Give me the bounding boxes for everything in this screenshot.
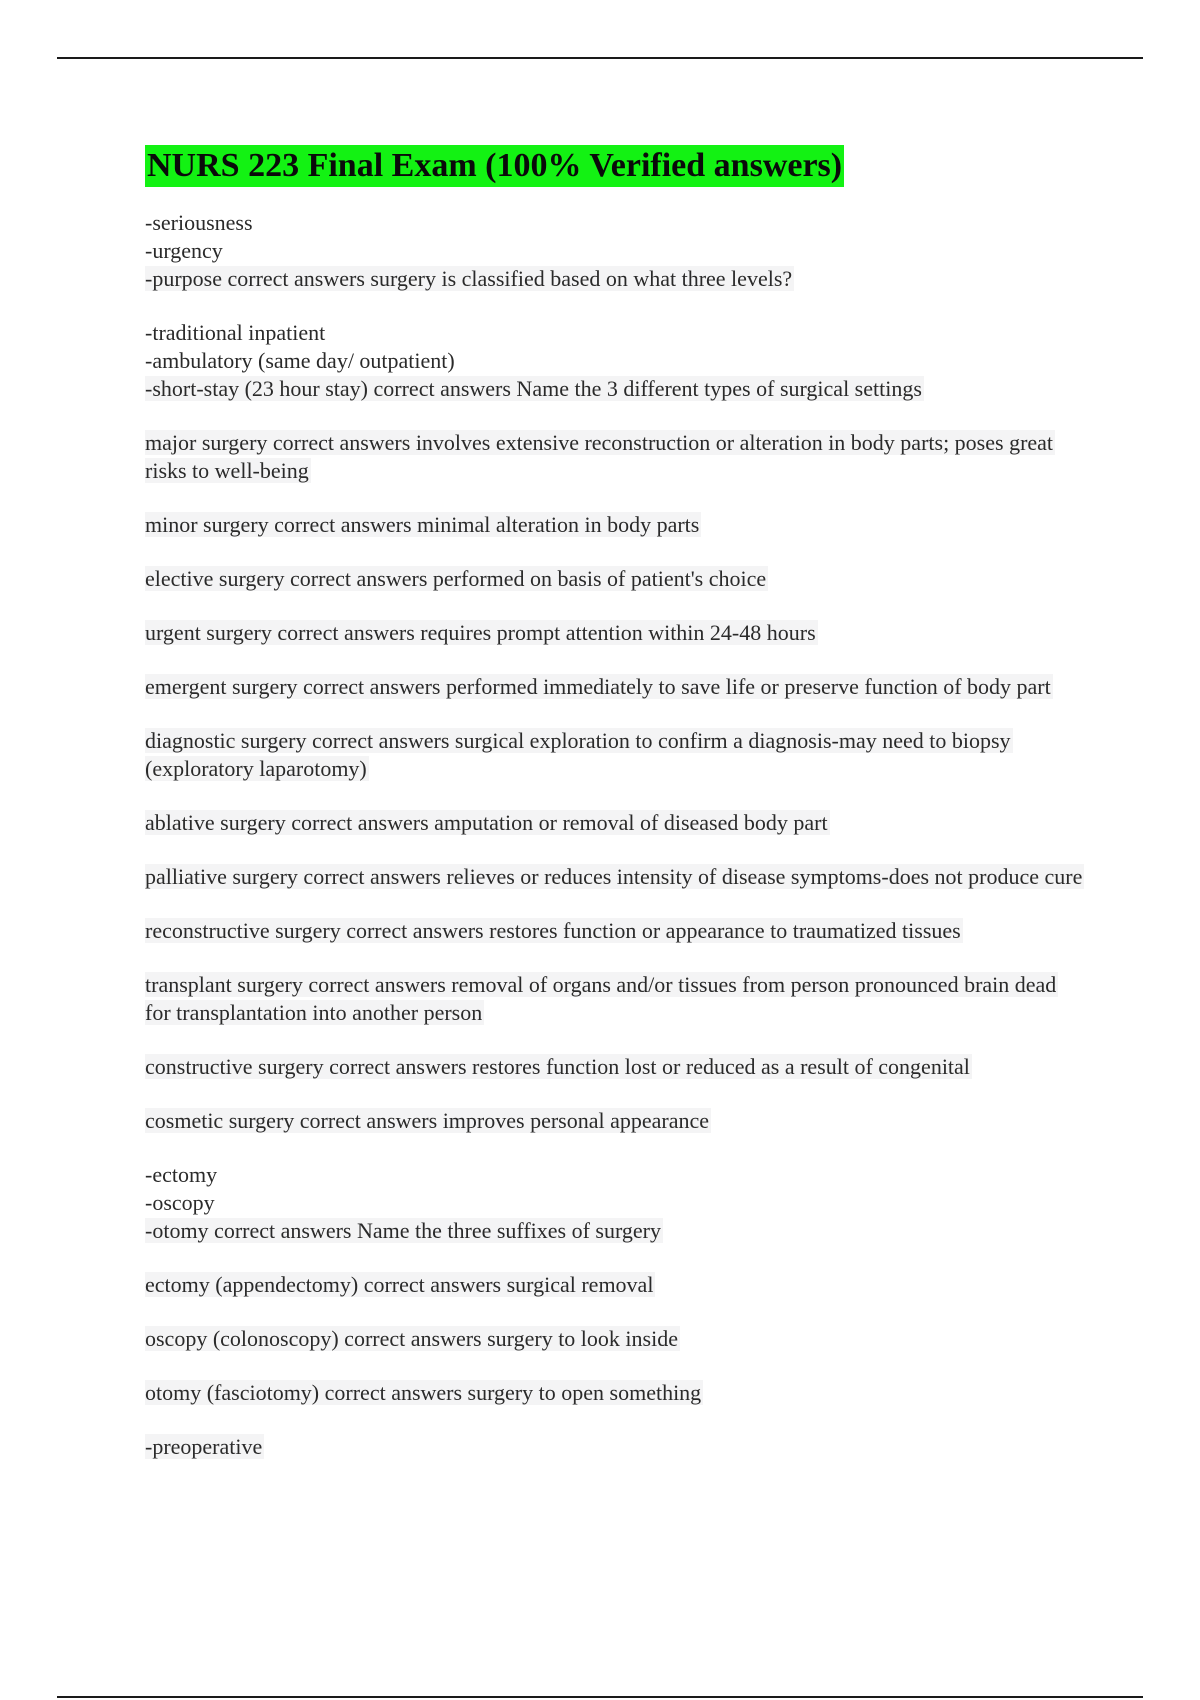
qa-entry bbox=[145, 1325, 1085, 1353]
qa-text: urgent surgery correct answers requires prompt attention within 24-48 hours bbox=[145, 620, 816, 645]
qa-text: ablative surgery correct answers amputation or removal of diseased body part bbox=[145, 810, 828, 835]
qa-text: emergent surgery correct answers performed immediately to save life or preserve function of body part bbox=[145, 674, 1051, 699]
qa-text: reconstructive surgery correct answers restores function or appearance to traumatized tissues bbox=[145, 918, 961, 943]
top-rule bbox=[57, 57, 1143, 59]
qa-line: -otomy correct answers Name the three suffixes of surgery bbox=[145, 1218, 662, 1243]
qa-entry bbox=[145, 511, 1085, 539]
qa-text: palliative surgery correct answers relieves or reduces intensity of disease symptoms-does not produce cure bbox=[145, 864, 1083, 889]
qa-entry bbox=[145, 863, 1085, 891]
qa-entry bbox=[145, 917, 1085, 945]
qa-entry bbox=[145, 1271, 1085, 1299]
qa-entry bbox=[145, 619, 1085, 647]
qa-entry bbox=[145, 1161, 1085, 1245]
qa-line: -ambulatory (same day/ outpatient) bbox=[145, 348, 455, 373]
qa-text: ectomy (appendectomy) correct answers surgical removal bbox=[145, 1272, 654, 1297]
qa-entry bbox=[145, 1053, 1085, 1081]
qa-entry bbox=[145, 429, 1085, 485]
qa-entry bbox=[145, 673, 1085, 701]
qa-text: cosmetic surgery correct answers improves personal appearance bbox=[145, 1108, 710, 1133]
qa-text: oscopy (colonoscopy) correct answers surgery to look inside bbox=[145, 1326, 678, 1351]
qa-entry bbox=[145, 565, 1085, 593]
qa-line: -oscopy bbox=[145, 1190, 215, 1215]
qa-entry bbox=[145, 727, 1085, 783]
qa-line: -ectomy bbox=[145, 1162, 218, 1187]
qa-line: -short-stay (23 hour stay) correct answers Name the 3 different types of surgical settings bbox=[145, 376, 922, 401]
qa-entry bbox=[145, 209, 1085, 293]
qa-entry bbox=[145, 1107, 1085, 1135]
qa-text: otomy (fasciotomy) correct answers surgery to open something bbox=[145, 1380, 702, 1405]
qa-text: elective surgery correct answers performed on basis of patient's choice bbox=[145, 566, 767, 591]
qa-entry bbox=[145, 971, 1085, 1027]
qa-line: -traditional inpatient bbox=[145, 320, 326, 345]
qa-line: -purpose correct answers surgery is classified based on what three levels? bbox=[145, 266, 793, 291]
document-body bbox=[145, 145, 1085, 1487]
qa-entry bbox=[145, 1433, 1085, 1461]
qa-line: -seriousness bbox=[145, 210, 253, 235]
qa-entry bbox=[145, 809, 1085, 837]
document-title: NURS 223 Final Exam (100% Verified answers) bbox=[145, 145, 844, 187]
qa-text: minor surgery correct answers minimal alteration in body parts bbox=[145, 512, 700, 537]
qa-text: -preoperative bbox=[145, 1434, 263, 1459]
bottom-rule bbox=[57, 1696, 1143, 1698]
qa-text: major surgery correct answers involves extensive reconstruction or alteration in body parts; poses great risks to well-being bbox=[145, 430, 1054, 483]
qa-text: diagnostic surgery correct answers surgical exploration to confirm a diagnosis-may need to biopsy (exploratory laparotomy) bbox=[145, 728, 1011, 781]
qa-text: transplant surgery correct answers removal of organs and/or tissues from person pronounced brain dead for transplantation into another person bbox=[145, 972, 1057, 1025]
qa-entry bbox=[145, 319, 1085, 403]
qa-text: constructive surgery correct answers restores function lost or reduced as a result of congenital bbox=[145, 1054, 970, 1079]
qa-line: -urgency bbox=[145, 238, 223, 263]
qa-entry bbox=[145, 1379, 1085, 1407]
